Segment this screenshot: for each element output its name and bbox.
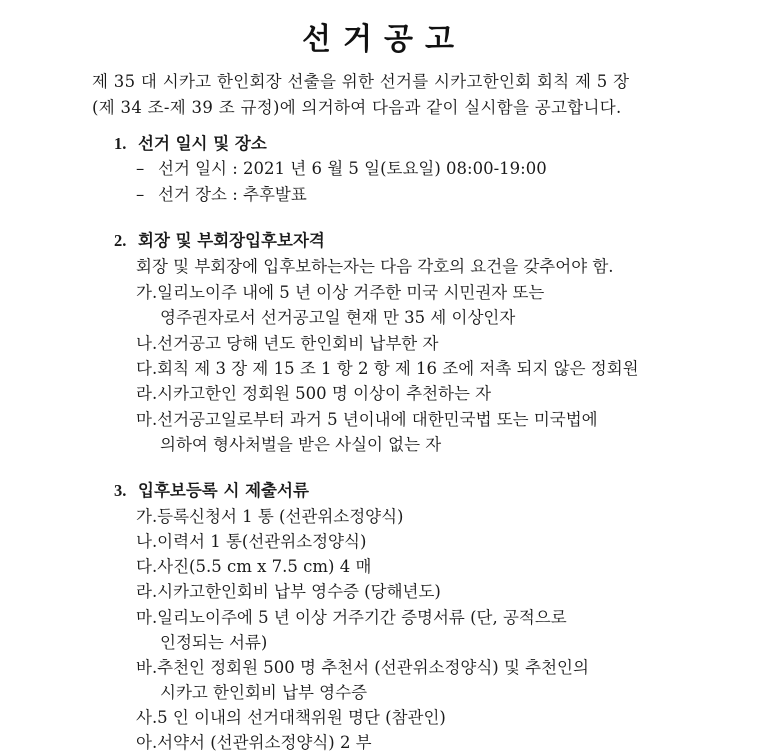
list-item-continuation: 인정되는 서류) [160, 633, 268, 652]
list-item: 다.회칙 제 3 장 제 15 조 1 항 2 항 제 16 조에 저촉 되지 않은 정회원 [136, 359, 639, 378]
intro-line-1: 제 35 대 시카고 한인회장 선출을 위한 선거를 시카고한인회 회칙 제 5 장 [92, 72, 630, 91]
list-item: 바.추천인 정회원 500 명 추천서 (선관위소정양식) 및 추천인의 [136, 658, 589, 677]
list-item-continuation: 영주권자로서 선거공고일 현재 만 35 세 이상인자 [160, 308, 516, 327]
list-item-continuation: 시카고 한인회비 납부 영수증 [160, 683, 368, 702]
section-1-heading [114, 133, 267, 155]
section-title: 입후보등록 시 제출서류 [138, 481, 309, 500]
list-item: 마.일리노이주에 5 년 이상 거주기간 증명서류 (단, 공적으로 [136, 608, 567, 627]
list-item: 나.이력서 1 통(선관위소정양식) [136, 532, 367, 551]
list-item: 마.선거공고일로부터 과거 5 년이내에 대한민국법 또는 미국법에 [136, 410, 598, 429]
page-title: 선거공고 [302, 22, 466, 57]
list-item: 라.시카고한인회비 납부 영수증 (당해년도) [136, 582, 441, 601]
section-number: 3. [114, 481, 127, 500]
list-item: 가.일리노이주 내에 5 년 이상 거주한 미국 시민권자 또는 [136, 283, 545, 302]
section-title: 선거 일시 및 장소 [138, 134, 267, 153]
list-item: 라.시카고한인 정회원 500 명 이상이 추천하는 자 [136, 384, 492, 403]
section-2-heading [114, 230, 325, 252]
list-item: 가.등록신청서 1 통 (선관위소정양식) [136, 507, 404, 526]
section-3-heading [114, 480, 309, 502]
list-item: 사.5 인 이내의 선거대책위원 명단 (참관인) [136, 708, 446, 727]
list-item: 아.서약서 (선관위소정양식) 2 부 [136, 733, 372, 752]
section-title: 회장 및 부회장입후보자격 [138, 231, 325, 250]
section-number: 2. [114, 231, 127, 250]
section-number: 1. [114, 134, 127, 153]
section-lead: 회장 및 부회장에 입후보하는자는 다음 각호의 요건을 갖추어야 함. [136, 257, 614, 276]
dash-marker: – [136, 159, 145, 178]
list-item-continuation: 의하여 형사처벌을 받은 사실이 없는 자 [160, 435, 442, 454]
intro-line-2: (제 34 조-제 39 조 규정)에 의거하여 다음과 같이 실시함을 공고합니다. [92, 98, 622, 117]
list-item: 다.사진(5.5 cm x 7.5 cm) 4 매 [136, 557, 372, 576]
dash-marker: – [136, 185, 145, 204]
list-item: 나.선거공고 당해 년도 한인회비 납부한 자 [136, 334, 439, 353]
list-item: – 선거 장소 : 추후발표 [136, 185, 307, 204]
list-item: – 선거 일시 : 2021 년 6 월 5 일(토요일) 08:00-19:00 [136, 159, 547, 178]
